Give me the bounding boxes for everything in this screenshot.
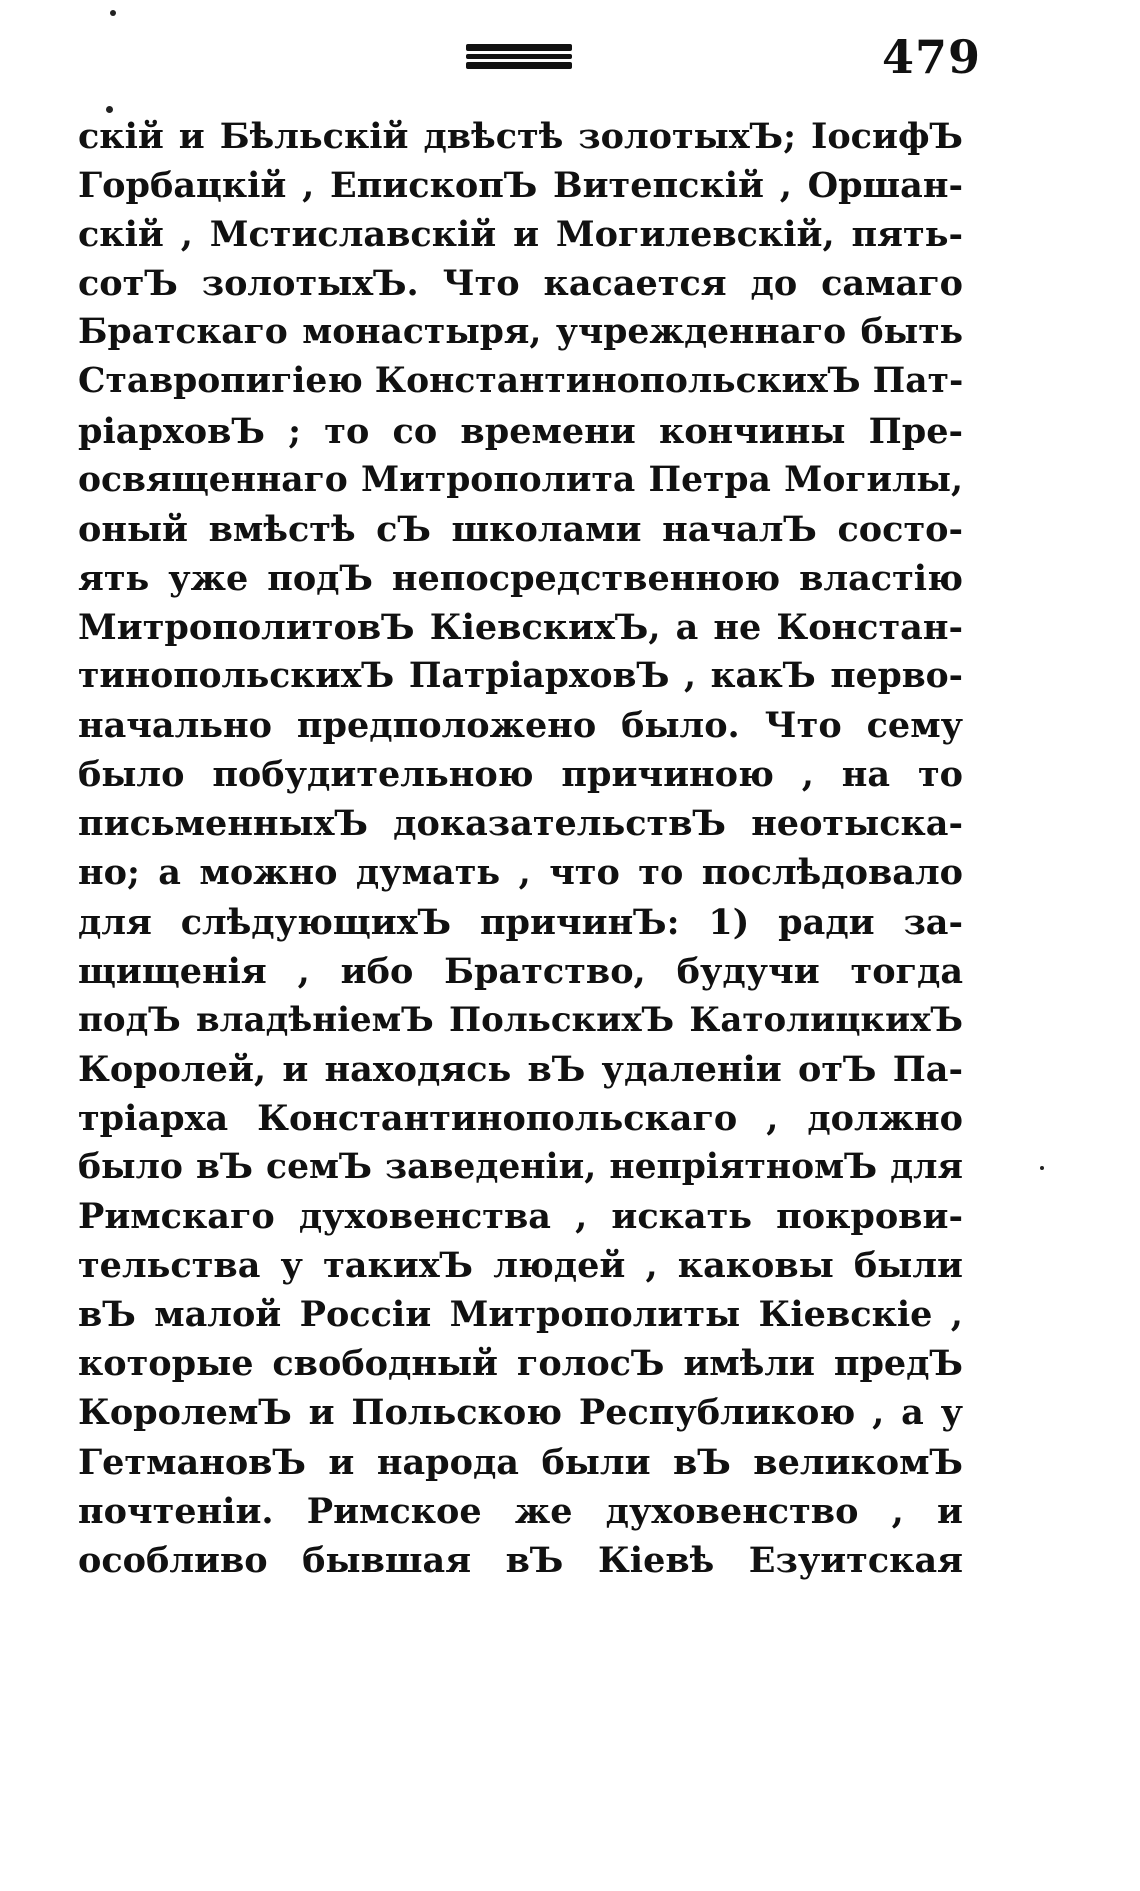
text-line: было побудительною причиною , на то xyxy=(78,754,963,796)
text-line: но; а можно думать , что то послѣдовало xyxy=(78,852,963,894)
text-line: щищенія , ибо Братство, будучи тогда xyxy=(78,950,963,992)
text-line: Ставропигіею КонстантинопольскихЪ Пат- xyxy=(78,361,963,402)
text-line: для слѣдующихЪ причинЪ: 1) ради за- xyxy=(78,901,963,943)
text-line: подЪ владѣніемЪ ПольскихЪ КатолицкихЪ xyxy=(78,999,963,1040)
text-line: вЪ малой Россіи Митрополиты Кіевскіе , xyxy=(78,1294,963,1336)
page-number: 479 xyxy=(882,30,982,84)
text-line: Братскаго монастыря, учрежденнаго быть xyxy=(78,312,963,353)
text-line: ріарховЪ ; то со времени кончины Пре- xyxy=(78,410,963,452)
text-line: почтеніи. Римское же духовенство , и xyxy=(78,1490,963,1532)
ink-speck xyxy=(1040,1166,1044,1170)
text-line: письменныхЪ доказательствЪ неотыска- xyxy=(78,803,963,845)
text-line: которые свободный голосЪ имѣли предЪ xyxy=(78,1343,963,1385)
text-line: было вЪ семЪ заведеніи, непріятномЪ для xyxy=(78,1146,963,1187)
text-line: Горбацкій , ЕпископЪ Витепскій , Оршан- xyxy=(78,165,963,207)
text-line: освященнаго Митрополита Петра Могилы, xyxy=(78,459,963,500)
text-line: МитрополитовЪ КіевскихЪ, а не Констан- xyxy=(78,606,963,648)
text-line: КоролемЪ и Польскою Республикою , а у xyxy=(78,1392,963,1434)
text-line: Римскаго духовенства , искать покрови- xyxy=(78,1196,963,1238)
body-text xyxy=(78,112,963,1585)
header-ornament xyxy=(466,44,572,70)
text-line: скій , Мстиславскій и Могилевскій, пять- xyxy=(78,214,963,256)
text-line: тріарха Константинопольскаго , должно xyxy=(78,1097,963,1139)
text-line: тельства у такихЪ людей , каковы были xyxy=(78,1245,963,1287)
text-line: тинопольскихЪ ПатріарховЪ , какЪ перво- xyxy=(78,656,963,697)
text-line: начально предположено было. Что сему xyxy=(78,705,963,747)
text-line: ГетмановЪ и народа были вЪ великомЪ xyxy=(78,1441,963,1483)
text-line: оный вмѣстѣ сЪ школами началЪ состо- xyxy=(78,508,963,550)
text-line: сотЪ золотыхЪ. Что касается до самаго xyxy=(78,263,963,305)
text-line: скій и Бѣльскій двѣстѣ золотыхЪ; ІосифЪ xyxy=(78,116,963,157)
ink-speck xyxy=(110,10,116,16)
text-line: Королей, и находясь вЪ удаленіи отЪ Па- xyxy=(78,1048,963,1090)
text-line: ять уже подЪ непосредственною властію xyxy=(78,557,963,599)
text-line: особливо бывшая вЪ Кіевѣ Езуитская xyxy=(78,1539,963,1581)
